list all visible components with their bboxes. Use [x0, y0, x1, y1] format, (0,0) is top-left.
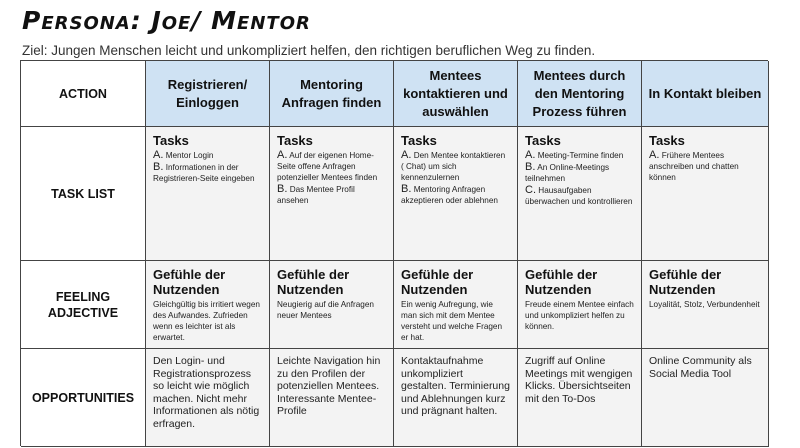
feeling-text: Loyalität, Stolz, Verbundenheit [649, 300, 760, 309]
task-item [649, 150, 761, 183]
row-header-action: ACTION [21, 61, 146, 127]
task-letter: A. [525, 149, 536, 161]
task-text: An Online-Meetings teilnehmen [525, 163, 610, 183]
task-letter: B. [401, 183, 412, 195]
feeling-heading: Gefühle der Nutzenden [525, 267, 598, 297]
feeling-text: Neugierig auf die Anfragen neuer Mentees [277, 300, 374, 320]
task-text: Das Mentee Profil ansehen [277, 185, 355, 205]
task-text: Auf der eigenen Home-Seite offene Anfragen potenzieller Mentees finden [277, 151, 378, 182]
persona-goal: Ziel: Jungen Menschen leicht und unkompliziert helfen, den richtigen beruflichen Weg zu finden. [22, 43, 596, 58]
task-text: Mentoring Anfragen akzeptieren oder ablehnen [401, 185, 498, 205]
task-letter: A. [153, 149, 164, 161]
action-header-5: In Kontakt bleiben [642, 61, 769, 127]
task-item [401, 150, 510, 183]
task-cell-5 [642, 127, 769, 261]
tasks-heading: Tasks [649, 133, 685, 148]
task-cell-2 [270, 127, 394, 261]
feeling-cell-1 [146, 261, 270, 349]
feeling-cell-5 [642, 261, 769, 349]
opportunity-cell-2: Leichte Navigation hin zu den Profilen der potenziellen Mentees. Interessante Mentee-Profile [270, 349, 394, 447]
feeling-cell-2 [270, 261, 394, 349]
opportunity-cell-3: Kontaktaufnahme unkompliziert gestalten. Terminierung und Ablehnungen kurz und prägnant halten. [394, 349, 518, 447]
row-header-opportunities: OPPORTUNITIES [21, 349, 146, 447]
task-letter: B. [153, 161, 164, 173]
feeling-heading: Gefühle der Nutzenden [277, 267, 350, 297]
action-header-4: Mentees durch den Mentoring Prozess führen [518, 61, 642, 127]
task-item [525, 162, 634, 184]
task-text: Meeting-Termine finden [537, 151, 624, 160]
opportunity-cell-4: Zugriff auf Online Meetings mit wengigen Klicks. Übersichtseiten mit den To-Dos [518, 349, 642, 447]
task-text: Frühere Mentees anschreiben und chatten können [649, 151, 739, 182]
task-item [153, 162, 262, 184]
feeling-heading: Gefühle der Nutzenden [401, 267, 474, 297]
task-item [525, 185, 634, 207]
tasks-heading: Tasks [401, 133, 437, 148]
feeling-text: Gleichgültig bis irritiert wegen des Aufwandes. Zufrieden wenn es leichter ist als erwartet. [153, 300, 260, 342]
task-item [277, 150, 386, 183]
row-header-task-list: TASK LIST [21, 127, 146, 261]
feeling-heading: Gefühle der Nutzenden [649, 267, 722, 297]
tasks-heading: Tasks [277, 133, 313, 148]
task-item [277, 184, 386, 206]
task-text: Den Mentee kontaktieren ( Chat) um sich kennenzulernen [401, 151, 506, 182]
task-cell-1 [146, 127, 270, 261]
journey-map-table [20, 60, 768, 446]
task-text: Mentor Login [165, 151, 214, 160]
task-cell-4 [518, 127, 642, 261]
task-text: Informationen in der Registrieren-Seite eingeben [153, 163, 255, 183]
opportunity-cell-5: Online Community als Social Media Tool [642, 349, 769, 447]
task-cell-3 [394, 127, 518, 261]
feeling-text: Freude einem Mentee einfach und unkompliziert helfen zu können. [525, 300, 634, 331]
task-letter: B. [525, 161, 536, 173]
feeling-text: Ein wenig Aufregung, wie man sich mit dem Mentee versteht und welche Fragen er hat. [401, 300, 503, 342]
opportunity-cell-1: Den Login- und Registrationsprozess so leicht wie möglich machen. Nicht mehr Informationen als nötig erfragen. [146, 349, 270, 447]
tasks-heading: Tasks [525, 133, 561, 148]
task-item [401, 184, 510, 206]
feeling-heading: Gefühle der Nutzenden [153, 267, 226, 297]
action-header-2: Mentoring Anfragen finden [270, 61, 394, 127]
feeling-cell-3 [394, 261, 518, 349]
persona-title: Persona: Joe/ Mentor [22, 6, 311, 35]
action-header-3: Mentees kontaktieren und auswählen [394, 61, 518, 127]
task-letter: B. [277, 183, 288, 195]
action-header-1: Registrieren/ Einloggen [146, 61, 270, 127]
task-letter: A. [401, 149, 412, 161]
task-item [153, 150, 262, 161]
task-text: Hausaufgaben überwachen und kontrollieren [525, 186, 633, 206]
feeling-cell-4 [518, 261, 642, 349]
row-header-feeling: FEELING ADJECTIVE [21, 261, 146, 349]
task-letter: C. [525, 184, 536, 196]
task-letter: A. [649, 149, 660, 161]
tasks-heading: Tasks [153, 133, 189, 148]
task-letter: A. [277, 149, 288, 161]
task-item [525, 150, 634, 161]
